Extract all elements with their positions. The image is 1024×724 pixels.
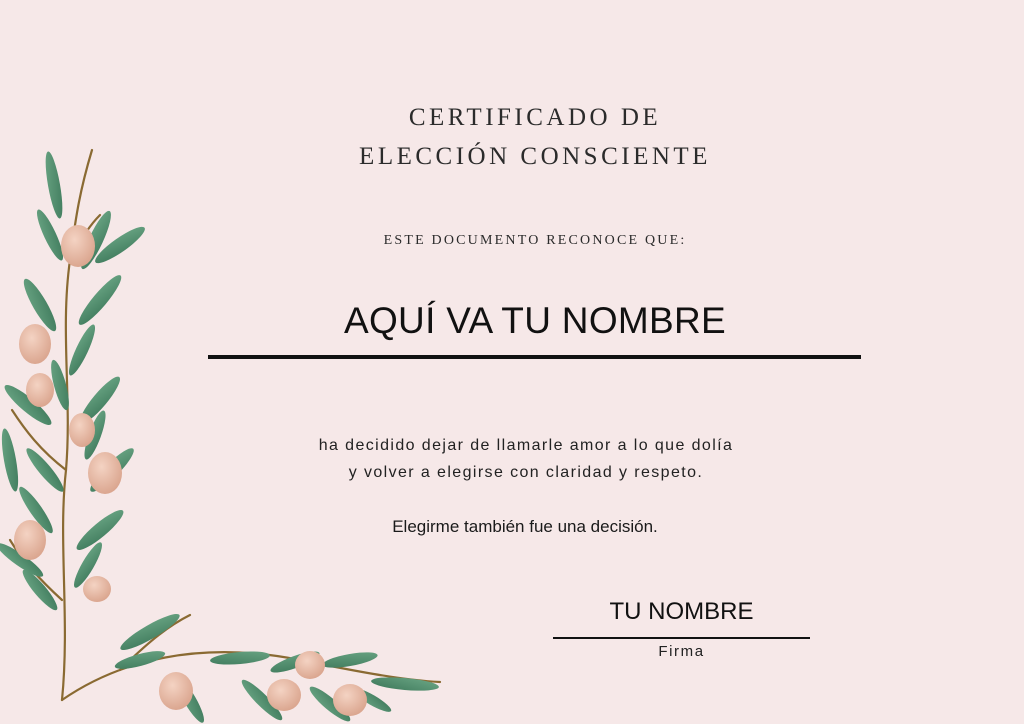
certificate-quote: Elegirme también fue una decisión. xyxy=(392,517,658,536)
certificate-title-line-1: CERTIFICADO DE xyxy=(408,104,662,131)
signature-name: TU NOMBRE xyxy=(609,598,754,625)
recipient-name: AQUÍ VA TU NOMBRE xyxy=(343,300,727,341)
certificate-body-line-1: ha decidido dejar de llamarle amor a lo que dolía xyxy=(318,437,734,454)
signature-line xyxy=(553,637,810,639)
certificate-title xyxy=(0,98,1024,176)
certificate-body xyxy=(0,432,1024,486)
certificate-title-line-2: ELECCIÓN CONSCIENTE xyxy=(359,143,711,170)
recipient-name-underline xyxy=(208,355,861,359)
certificate-body-line-2: y volver a elegirse con claridad y respeto. xyxy=(348,464,704,481)
signature-label: Firma xyxy=(658,643,705,660)
certificate-subtitle: ESTE DOCUMENTO RECONOCE QUE: xyxy=(383,233,687,248)
